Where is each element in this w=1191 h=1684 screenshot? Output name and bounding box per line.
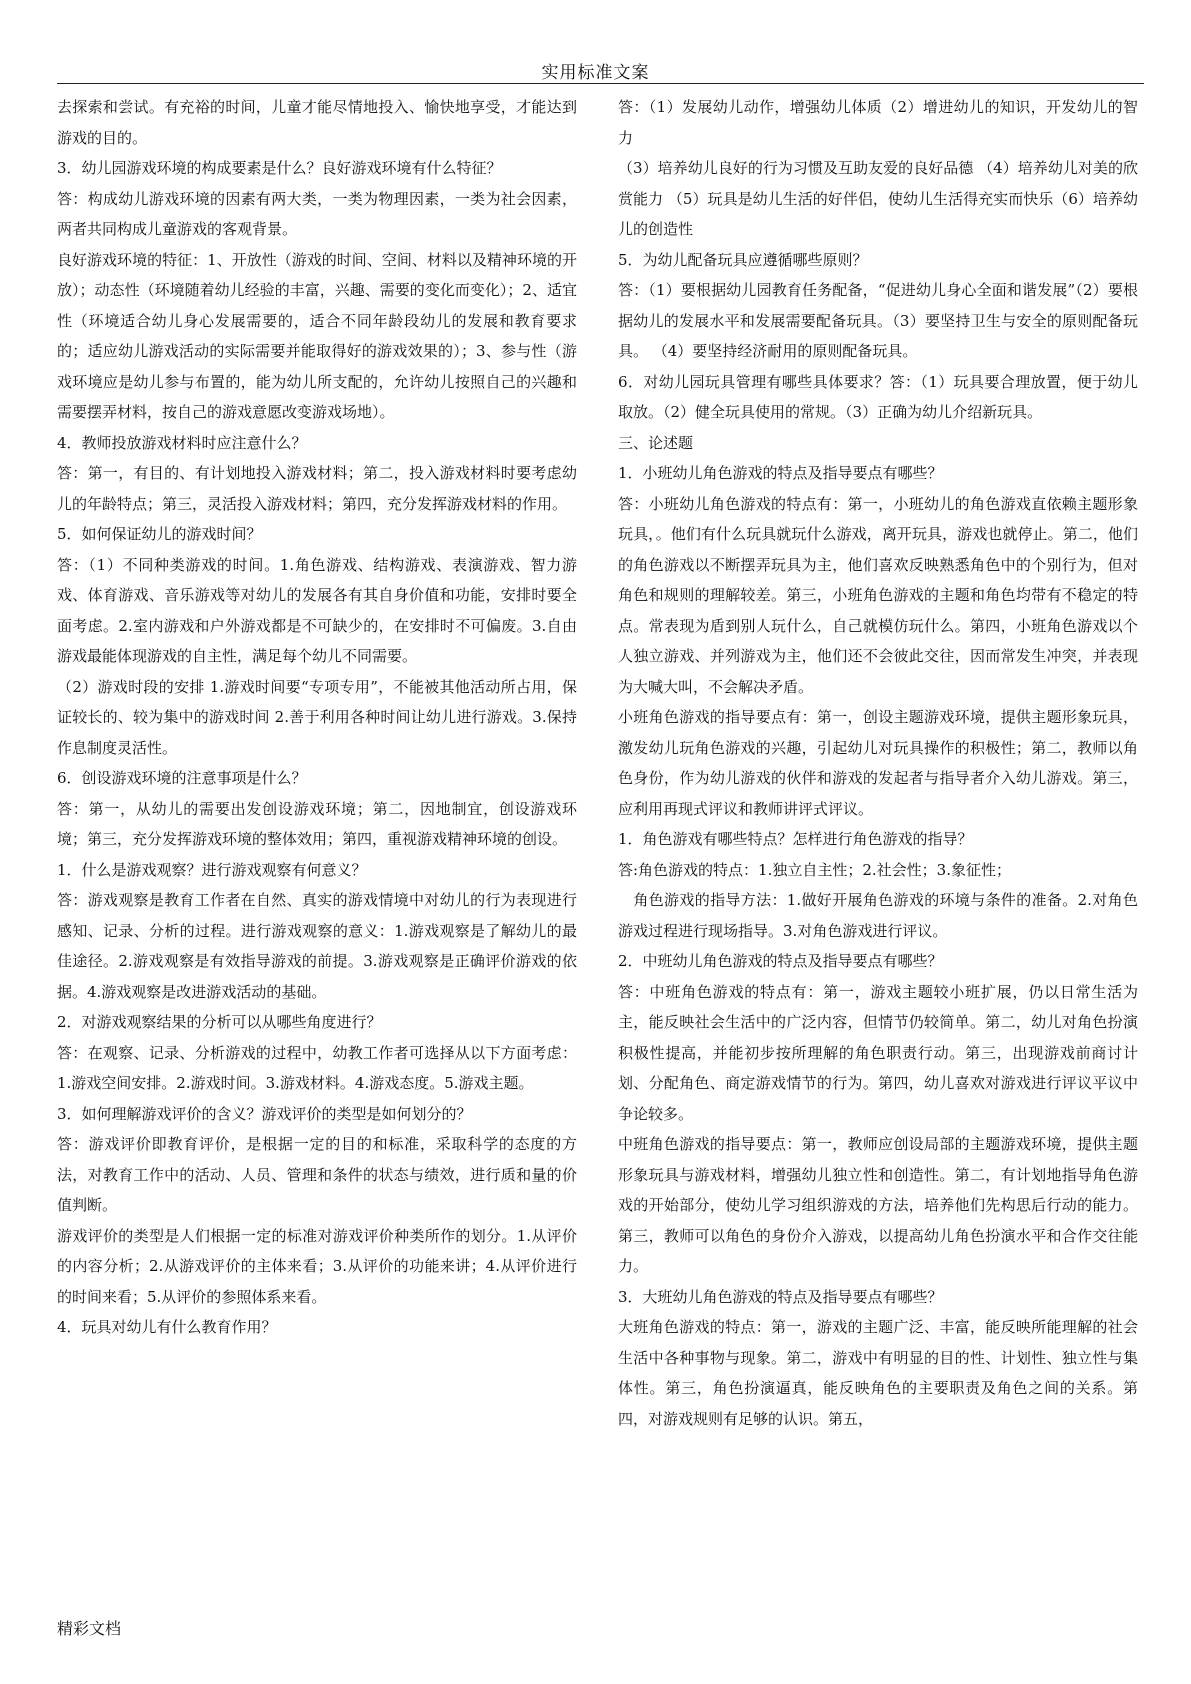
paragraph: 大班角色游戏的特点：第一，游戏的主题广泛、丰富，能反映所能理解的社会生活中各种事物与现象。第二，游戏中有明显的目的性、计划性、独立性与集体性。第三，角色扮演逼真，能反映角色的主要职责及角色之间的关系。第四，对游戏规则有足够的认识。第五，	[618, 1318, 1138, 1428]
answer: 答：（1）要根据幼儿园教育任务配备，“促进幼儿身心全面和谐发展”（2）要根据幼儿的发展水平和发展需要配备玩具。（3）要坚持卫生与安全的原则配备玩具。 （4）要坚持经济耐用的原则配备玩具。	[618, 281, 1138, 360]
question: 1．小班幼儿角色游戏的特点及指导要点有哪些？	[618, 464, 943, 482]
section-heading: 三、论述题	[618, 433, 694, 452]
left-column	[57, 92, 577, 1343]
answer: 答：中班角色游戏的特点有：第一，游戏主题较小班扩展，仍以日常生活为主，能反映社会生活中的广泛内容，但情节仍较简单。第二，幼儿对角色扮演积极性提高，并能初步按所理解的角色职责行动。第三，出现游戏前商讨计划、分配角色、商定游戏情节的行为。第四，幼儿喜欢对游戏进行评议平议中争论较多。	[618, 982, 1138, 1123]
answer: 答：在观察、记录、分析游戏的过程中，幼教工作者可选择从以下方面考虑：1.游戏空间安排。2.游戏时间。3.游戏材料。4.游戏态度。5.游戏主题。	[57, 1043, 577, 1092]
paragraph: 中班角色游戏的指导要点：第一，教师应创设局部的主题游戏环境，提供主题形象玩具与游戏材料，增强幼儿独立性和创造性。第二，有计划地指导角色游戏的开始部分，使幼儿学习组织游戏的方法，培养他们先构思后行动的能力。第三，教师可以角色的身份介入游戏，以提高幼儿角色扮演水平和合作交往能力。	[618, 1135, 1138, 1275]
question: 6．对幼儿园玩具管理有哪些具体要求？答：（1）玩具要合理放置，便于幼儿取放。（2）健全玩具使用的常规。（3）正确为幼儿介绍新玩具。	[618, 372, 1138, 421]
answer: 答：游戏观察是教育工作者在自然、真实的游戏情境中对幼儿的行为表现进行感知、记录、分析的过程。进行游戏观察的意义：1.游戏观察是了解幼儿的最佳途径。2.游戏观察是有效指导游戏的前提。3.游戏观察是正确评价游戏的依据。4.游戏观察是改进游戏活动的基础。	[57, 891, 577, 1001]
answer: 答：（1）不同种类游戏的时间。1.角色游戏、结构游戏、表演游戏、智力游戏、体育游戏、音乐游戏等对幼儿的发展各有其自身价值和功能，安排时要全面考虑。2.室内游戏和户外游戏都是不可缺少的，在安排时不可偏废。3.自由游戏最能体现游戏的自主性，满足每个幼儿不同需要。	[57, 555, 577, 665]
answer: 答：第一，从幼儿的需要出发创设游戏环境；第二，因地制宜，创设游戏环境；第三，充分发挥游戏环境的整体效用；第四，重视游戏精神环境的创设。	[57, 799, 577, 848]
answer: 答：构成幼儿游戏环境的因素有两大类，一类为物理因素，一类为社会因素，两者共同构成儿童游戏的客观背景。	[57, 189, 577, 238]
question: 6．创设游戏环境的注意事项是什么？	[57, 769, 307, 787]
question: 1．角色游戏有哪些特点？怎样进行角色游戏的指导？	[618, 830, 973, 848]
paragraph: 小班角色游戏的指导要点有：第一，创设主题游戏环境，提供主题形象玩具，激发幼儿玩角色游戏的兴趣，引起幼儿对玩具操作的积极性；第二，教师以角色身份，作为幼儿游戏的伙伴和游戏的发起者与指导者介入幼儿游戏。第三，应利用再现式评议和教师讲评式评议。	[618, 708, 1138, 818]
paragraph: （3）培养幼儿良好的行为习惯及互助友爱的良好品德 （4）培养幼儿对美的欣赏能力 （5）玩具是幼儿生活的好伴侣，使幼儿生活得充实而快乐（6）培养幼儿的创造性	[618, 159, 1138, 238]
paragraph: 去探索和尝试。有充裕的时间，儿童才能尽情地投入、愉快地享受，才能达到游戏的目的。	[57, 98, 577, 147]
paragraph: 角色游戏的指导方法：1.做好开展角色游戏的环境与条件的准备。2.对角色游戏过程进行现场指导。3.对角色游戏进行评议。	[618, 891, 1138, 940]
right-column	[618, 92, 1138, 1434]
answer: 答：小班幼儿角色游戏的特点有：第一，小班幼儿的角色游戏直依赖主题形象玩具，。他们有什么玩具就玩什么游戏，离开玩具，游戏也就停止。第二，他们的角色游戏以不断摆弄玩具为主，他们喜欢反映熟悉角色中的个别行为，但对角色和规则的理解较差。第三，小班角色游戏的主题和角色均带有不稳定的特点。常表现为盾到别人玩什么，自己就模仿玩什么。第四，小班角色游戏以个人独立游戏、并列游戏为主，他们还不会彼此交往，因而常发生冲突，并表现为大喊大叫，不会解决矛盾。	[618, 494, 1138, 696]
question: 2．中班幼儿角色游戏的特点及指导要点有哪些？	[618, 952, 943, 970]
question: 3．如何理解游戏评价的含义？游戏评价的类型是如何划分的？	[57, 1104, 472, 1123]
question: 3．大班幼儿角色游戏的特点及指导要点有哪些？	[618, 1287, 943, 1306]
page-header: 实用标准文案	[541, 63, 650, 83]
question: 5．如何保证幼儿的游戏时间？	[57, 525, 262, 543]
answer: 答:角色游戏的特点：1.独立自主性；2.社会性；3.象征性；	[618, 860, 1011, 879]
paragraph: （2）游戏时段的安排 1.游戏时间要“专项专用”，不能被其他活动所占用，保证较长的、较为集中的游戏时间 2.善于利用各种时间让幼儿进行游戏。3.保持作息制度灵活性。	[57, 677, 577, 757]
paragraph: 良好游戏环境的特征：1、开放性（游戏的时间、空间、材料以及精神环境的开放）；动态性（环境随着幼儿经验的丰富，兴趣、需要的变化而变化）；2、适宜性（环境适合幼儿身心发展需要的，适合不同年龄段幼儿的发展和教育要求的；适应幼儿游戏活动的实际需要并能取得好的游戏效果的）；3、参与性（游戏环境应是幼儿参与布置的，能为幼儿所支配的，允许幼儿按照自己的兴趣和需要摆弄材料，按自己的游戏意愿改变游戏场地）。	[57, 250, 577, 421]
answer: 答：游戏评价即教育评价，是根据一定的目的和标准，采取科学的态度的方法，对教育工作中的活动、人员、管理和条件的状态与绩效，进行质和量的价值判断。	[57, 1135, 577, 1214]
question: 2．对游戏观察结果的分析可以从哪些角度进行？	[57, 1013, 382, 1031]
header-divider	[57, 83, 1144, 84]
question: 5．为幼儿配备玩具应遵循哪些原则？	[618, 250, 868, 269]
page-footer: 精彩文档	[57, 1619, 122, 1638]
question: 4．玩具对幼儿有什么教育作用？	[57, 1318, 277, 1336]
paragraph: 游戏评价的类型是人们根据一定的标准对游戏评价种类所作的划分。1.从评价的内容分析；2.从游戏评价的主体来看；3.从评价的功能来讲；4.从评价进行的时间来看；5.从评价的参照体系来看。	[57, 1226, 577, 1306]
question: 3．幼儿园游戏环境的构成要素是什么？良好游戏环境有什么特征？	[57, 159, 502, 177]
answer: 答：（1）发展幼儿动作，增强幼儿体质（2）增进幼儿的知识，开发幼儿的智力	[618, 98, 1138, 147]
answer: 答：第一，有目的、有计划地投入游戏材料；第二，投入游戏材料时要考虑幼儿的年龄特点；第三，灵活投入游戏材料；第四，充分发挥游戏材料的作用。	[57, 464, 577, 513]
question: 4．教师投放游戏材料时应注意什么？	[57, 433, 307, 452]
question: 1．什么是游戏观察？进行游戏观察有何意义？	[57, 860, 367, 879]
